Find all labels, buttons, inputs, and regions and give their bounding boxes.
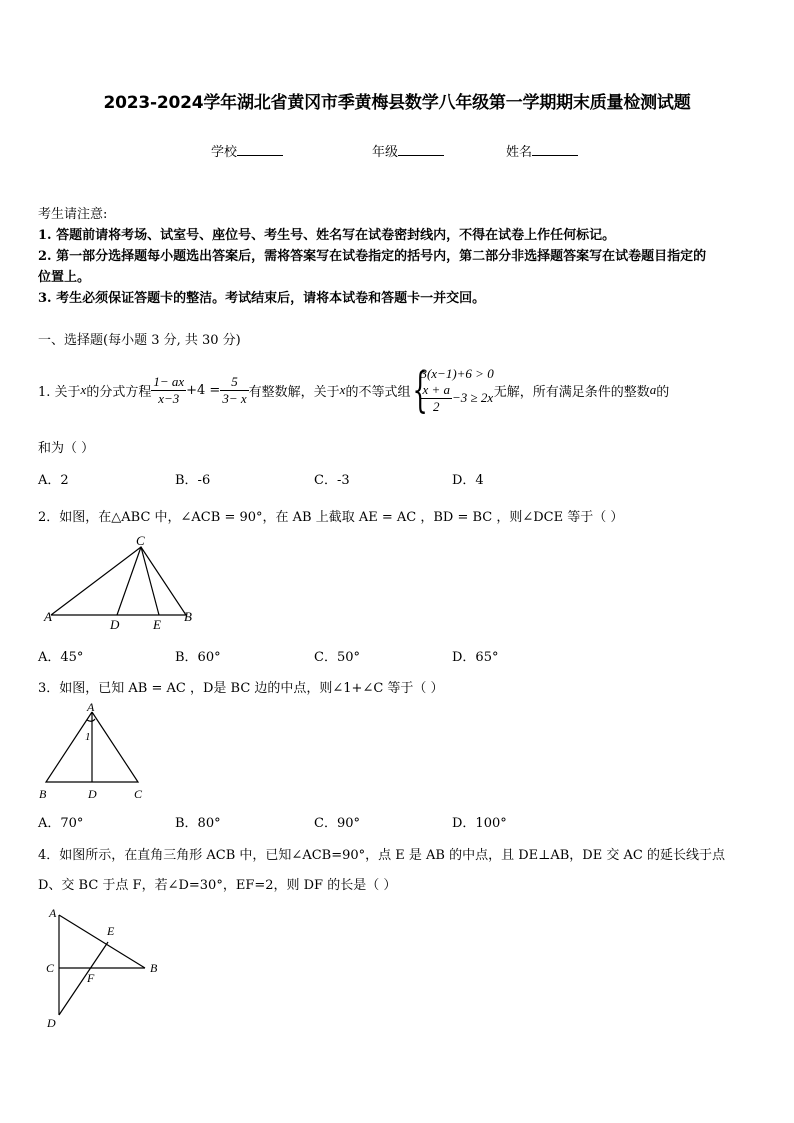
name-label: 姓名 bbox=[506, 145, 533, 160]
q1-option-d[interactable]: D．4 bbox=[452, 473, 484, 488]
q4-label-f: F bbox=[87, 971, 95, 985]
q1-text-a: 的分式方程 bbox=[86, 384, 152, 400]
notice-item-2: 2. 第一部分选择题每小题选出答案后，需将答案写在试卷指定的括号内，第二部分非选择题答案写在试卷题目指定的 bbox=[38, 249, 707, 264]
q3-angle-arc bbox=[87, 719, 95, 721]
q1-ineq-1: 3(x−1)+6 > 0 bbox=[420, 365, 494, 381]
section-heading: 一、选择题(每小题 3 分, 共 30 分) bbox=[38, 333, 241, 348]
q4-figure bbox=[38, 900, 178, 1035]
q1-inequality-system bbox=[410, 362, 494, 418]
notice-item-1: 1. 答题前请将考场、试室号、座位号、考生号、姓名写在试卷密封线内，不得在试卷上作任何标记。 bbox=[38, 228, 616, 243]
q3-option-d[interactable]: D．100° bbox=[452, 816, 507, 831]
question-4-line-2: D、交 BC 于点 F，若∠D=30°，EF=2，则 DF 的长是（ ） bbox=[38, 878, 397, 893]
q3-label-d: D bbox=[88, 787, 97, 801]
school-label: 学校 bbox=[211, 145, 238, 160]
q1-frac1-num: 1− ax bbox=[153, 373, 185, 389]
q2-option-d[interactable]: D．65° bbox=[452, 650, 499, 665]
q1-option-a[interactable]: A．2 bbox=[38, 473, 69, 488]
q1-fraction-1 bbox=[151, 374, 186, 407]
q1-var-a: a bbox=[649, 382, 657, 397]
q3-option-c[interactable]: C．90° bbox=[314, 816, 360, 831]
q1-ineq2-rest: −3 ≥ 2x bbox=[452, 389, 494, 405]
q1-frac2-den: 3− x bbox=[222, 390, 247, 406]
grade-blank bbox=[398, 143, 444, 156]
q1-ineq-2 bbox=[420, 382, 493, 415]
q1-text-d: 无解，所有满足条件的整数 bbox=[493, 384, 650, 400]
q2-line-cd bbox=[117, 547, 141, 615]
q3-figure bbox=[38, 700, 158, 802]
question-3: 3．如图，已知 AB = AC ，D是 BC 边的中点，则∠1+∠C 等于（ ） bbox=[38, 681, 444, 696]
notice-item-2-cont: 位置上。 bbox=[38, 270, 91, 285]
q1-option-b[interactable]: B．-6 bbox=[175, 473, 211, 488]
grade-label: 年级 bbox=[372, 145, 399, 160]
q1-text-e: 的 bbox=[656, 384, 670, 400]
grade-field bbox=[372, 141, 444, 160]
q2-label-e: E bbox=[153, 617, 161, 632]
q1-line-2: 和为（ ） bbox=[38, 441, 95, 456]
q1-ineq2-num: x + a bbox=[422, 381, 450, 397]
name-field bbox=[506, 141, 578, 160]
q1-option-c[interactable]: C．-3 bbox=[314, 473, 350, 488]
q3-option-b[interactable]: B．80° bbox=[175, 816, 221, 831]
q4-label-c: C bbox=[46, 961, 55, 975]
q3-label-b: B bbox=[39, 787, 47, 801]
q1-var-x: x bbox=[80, 382, 87, 397]
q4-label-b: B bbox=[150, 961, 158, 975]
q2-label-a: A bbox=[44, 609, 52, 624]
q3-label-a: A bbox=[87, 700, 95, 714]
name-blank bbox=[532, 143, 578, 156]
question-4-line-1: 4．如图所示，在直角三角形 ACB 中，已知∠ACB=90°，点 E 是 AB 的中点，且 DE⊥AB，DE 交 AC 的延长线于点 bbox=[38, 848, 725, 863]
q2-label-b: B bbox=[184, 609, 192, 624]
q1-brace: { bbox=[412, 362, 429, 418]
q2-triangle bbox=[51, 547, 186, 615]
notice-heading: 考生请注意: bbox=[38, 207, 108, 222]
q3-option-a[interactable]: A．70° bbox=[38, 816, 84, 831]
q1-var-x-2: x bbox=[339, 382, 346, 397]
q1-frac1-den: x−3 bbox=[158, 390, 180, 406]
q1-text-c: 的不等式组 bbox=[345, 384, 411, 400]
q2-option-c[interactable]: C．50° bbox=[314, 650, 360, 665]
q1-plus4: +4 = bbox=[186, 382, 221, 398]
q4-label-e: E bbox=[107, 924, 115, 938]
notice-item-3: 3. 考生必须保证答题卡的整洁。考试结束后，请将本试卷和答题卡一并交回。 bbox=[38, 291, 486, 306]
q2-label-d: D bbox=[110, 617, 120, 632]
q2-option-a[interactable]: A．45° bbox=[38, 650, 84, 665]
page-title: 2023-2024学年湖北省黄冈市季黄梅县数学八年级第一学期期末质量检测试题 bbox=[103, 93, 691, 113]
school-field bbox=[211, 141, 283, 160]
q4-line-ab bbox=[59, 915, 145, 968]
q3-label-1: 1 bbox=[85, 731, 91, 743]
q1-text-b: 有整数解，关于 bbox=[248, 384, 340, 400]
question-2: 2．如图，在△ABC 中，∠ACB = 90°，在 AB 上截取 AE = AC ，BD = BC ，则∠DCE 等于（ ） bbox=[38, 510, 624, 525]
school-blank bbox=[237, 143, 283, 156]
q4-line-ed bbox=[59, 942, 108, 1015]
q2-line-ce bbox=[141, 547, 159, 615]
q1-ineq-lines bbox=[420, 366, 493, 415]
q4-label-a: A bbox=[49, 906, 57, 920]
q1-ineq2-den: 2 bbox=[432, 398, 440, 414]
q4-label-d: D bbox=[47, 1016, 56, 1030]
q2-figure bbox=[38, 535, 208, 635]
q2-option-b[interactable]: B．60° bbox=[175, 650, 221, 665]
q3-label-c: C bbox=[134, 787, 143, 801]
q1-fraction-2 bbox=[220, 374, 248, 407]
q1-frac2-num: 5 bbox=[220, 374, 248, 391]
question-1 bbox=[38, 360, 669, 420]
q2-label-c: C bbox=[136, 535, 145, 548]
q1-prefix: 1. 关于 bbox=[38, 384, 81, 400]
